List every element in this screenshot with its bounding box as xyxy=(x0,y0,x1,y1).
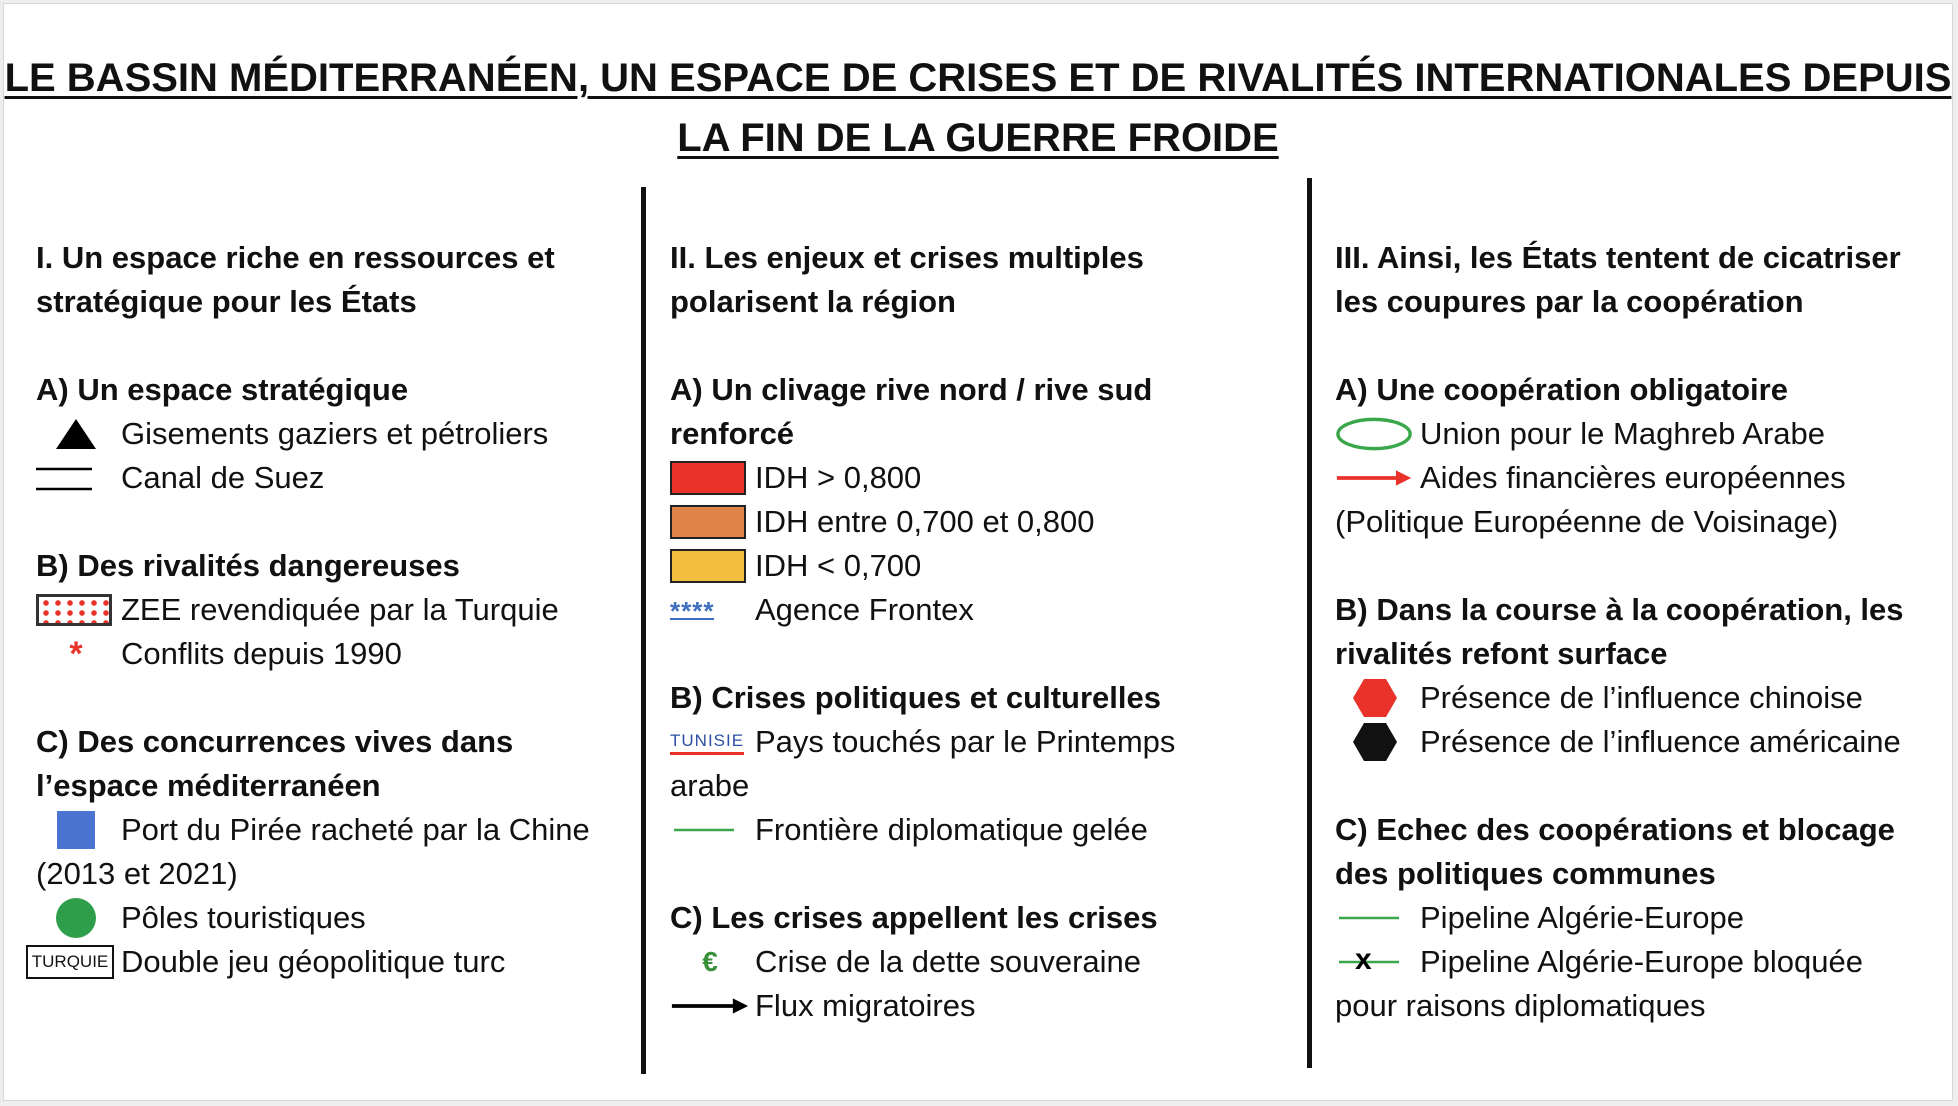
legend-pipeline-blocked xyxy=(1335,940,1955,984)
legend-debt-label: Crise de la dette souveraine xyxy=(755,944,1142,979)
legend-migration-label: Flux migratoires xyxy=(755,988,976,1023)
red-arrow-icon xyxy=(1335,456,1415,500)
col2-heading-line-2: polarisent la région xyxy=(670,284,956,319)
legend-frozen-border xyxy=(670,808,1310,852)
col1-heading-line-2: stratégique pour les États xyxy=(36,284,417,319)
legend-eu-aid xyxy=(1335,456,1955,500)
legend-tourism-label: Pôles touristiques xyxy=(121,900,366,935)
legend-frozen-label: Frontière diplomatique gelée xyxy=(755,812,1148,847)
col2-section-a-title-line-2: renforcé xyxy=(670,416,795,451)
col1-section-c-title-line-1: C) Des concurrences vives dans xyxy=(36,724,514,759)
legend-migration xyxy=(670,984,1310,1028)
legend-usa-label: Présence de l’influence américaine xyxy=(1420,724,1901,759)
red-hexagon-icon xyxy=(1335,676,1415,720)
tunisia-label-icon: TUNISIE xyxy=(670,720,750,764)
page-title xyxy=(4,48,1952,168)
col3-heading-line-2: les coupures par la coopération xyxy=(1335,284,1804,319)
legend-usa-influence xyxy=(1335,720,1955,764)
legend-turkey-label: Double jeu géopolitique turc xyxy=(121,944,506,979)
col1-heading-line-1: I. Un espace riche en ressources et xyxy=(36,240,555,275)
legend-piraeus-port xyxy=(36,808,651,852)
black-arrow-icon xyxy=(670,984,750,1028)
legend-idh-high xyxy=(670,456,1310,500)
legend-debt-crisis xyxy=(670,940,1310,984)
legend-port-label-cont: (2013 et 2021) xyxy=(36,856,238,891)
double-line-icon xyxy=(36,456,116,500)
col3-section-c-title-line-2: des politiques communes xyxy=(1335,856,1716,891)
title-line-1: LE BASSIN MÉDITERRANÉEN, UN ESPACE DE CRISES ET DE RIVALITÉS INTERNATIONALES DEPUIS xyxy=(4,56,1952,100)
legend-aid-label: Aides financières européennes xyxy=(1420,460,1846,495)
frontex-stars-icon: **** xyxy=(670,596,715,626)
green-line-icon xyxy=(1335,896,1415,940)
col3-heading-line-1: III. Ainsi, les États tentent de cicatriser xyxy=(1335,240,1901,275)
title-line-2: LA FIN DE LA GUERRE FROIDE xyxy=(677,116,1279,160)
legend-idh-mid xyxy=(670,500,1310,544)
column-3 xyxy=(1335,236,1955,1028)
legend-china-influence xyxy=(1335,676,1955,720)
legend-suez-canal xyxy=(36,456,651,500)
legend-idh-low-label: IDH < 0,700 xyxy=(755,548,922,583)
col1-section-b-title: B) Des rivalités dangereuses xyxy=(36,548,460,583)
black-hexagon-icon xyxy=(1335,720,1415,764)
col3-section-a-title: A) Une coopération obligatoire xyxy=(1335,372,1788,407)
legend-tourism xyxy=(36,896,651,940)
dotted-box-icon xyxy=(36,588,116,632)
legend-idh-low xyxy=(670,544,1310,588)
legend-idh-mid-label: IDH entre 0,700 et 0,800 xyxy=(755,504,1095,539)
col2-section-c-title: C) Les crises appellent les crises xyxy=(670,900,1158,935)
legend-pipeline xyxy=(1335,896,1955,940)
legend-pipeline-blocked-label-cont: pour raisons diplomatiques xyxy=(1335,988,1706,1023)
legend-pipeline-label: Pipeline Algérie-Europe xyxy=(1420,900,1744,935)
yellow-swatch-icon xyxy=(670,544,750,588)
legend-frontex-label: Agence Frontex xyxy=(755,592,974,627)
col2-section-b-title: B) Crises politiques et culturelles xyxy=(670,680,1161,715)
legend-turkey xyxy=(22,940,651,984)
red-swatch-icon xyxy=(670,456,750,500)
legend-conflicts-label: Conflits depuis 1990 xyxy=(121,636,402,671)
col3-section-b-title-line-1: B) Dans la course à la coopération, les xyxy=(1335,592,1904,627)
orange-swatch-icon xyxy=(670,500,750,544)
blue-square-icon xyxy=(36,808,116,852)
legend-china-label: Présence de l’influence chinoise xyxy=(1420,680,1863,715)
column-2 xyxy=(670,236,1310,1028)
legend-idh-high-label: IDH > 0,800 xyxy=(755,460,922,495)
green-ellipse-icon xyxy=(1335,412,1415,456)
slide xyxy=(3,3,1953,1101)
green-line-icon xyxy=(670,808,750,852)
legend-zee xyxy=(36,588,651,632)
legend-pipeline-blocked-label: Pipeline Algérie-Europe bloquée xyxy=(1420,944,1863,979)
column-1 xyxy=(31,236,651,984)
legend-frontex xyxy=(670,588,1310,632)
asterisk-icon: * xyxy=(69,635,83,673)
legend-aid-label-cont: (Politique Européenne de Voisinage) xyxy=(1335,504,1839,539)
legend-maghreb-union xyxy=(1335,412,1955,456)
legend-suez-label: Canal de Suez xyxy=(121,460,325,495)
col2-heading-line-1: II. Les enjeux et crises multiples xyxy=(670,240,1144,275)
legend-maghreb-label: Union pour le Maghreb Arabe xyxy=(1420,416,1825,451)
euro-icon: € xyxy=(702,946,718,977)
col2-section-a-title-line-1: A) Un clivage rive nord / rive sud xyxy=(670,372,1153,407)
blocked-line-icon: x xyxy=(1355,943,1372,976)
legend-gas-label: Gisements gaziers et pétroliers xyxy=(121,416,549,451)
legend-conflicts xyxy=(36,632,651,676)
green-circle-icon xyxy=(36,896,116,940)
legend-port-label: Port du Pirée racheté par la Chine xyxy=(121,812,590,847)
legend-zee-label: ZEE revendiquée par la Turquie xyxy=(121,592,559,627)
legend-arab-spring xyxy=(670,720,1310,764)
legend-spring-label-cont: arabe xyxy=(670,768,750,803)
col1-section-a-title: A) Un espace stratégique xyxy=(36,372,409,407)
turkey-box: TURQUIE xyxy=(22,940,118,984)
col1-section-c-title-line-2: l’espace méditerranéen xyxy=(36,768,381,803)
legend-gas-fields xyxy=(36,412,651,456)
col3-section-b-title-line-2: rivalités refont surface xyxy=(1335,636,1668,671)
legend-spring-label: Pays touchés par le Printemps xyxy=(755,724,1176,759)
triangle-icon xyxy=(36,412,116,456)
col3-section-c-title-line-1: C) Echec des coopérations et blocage xyxy=(1335,812,1895,847)
